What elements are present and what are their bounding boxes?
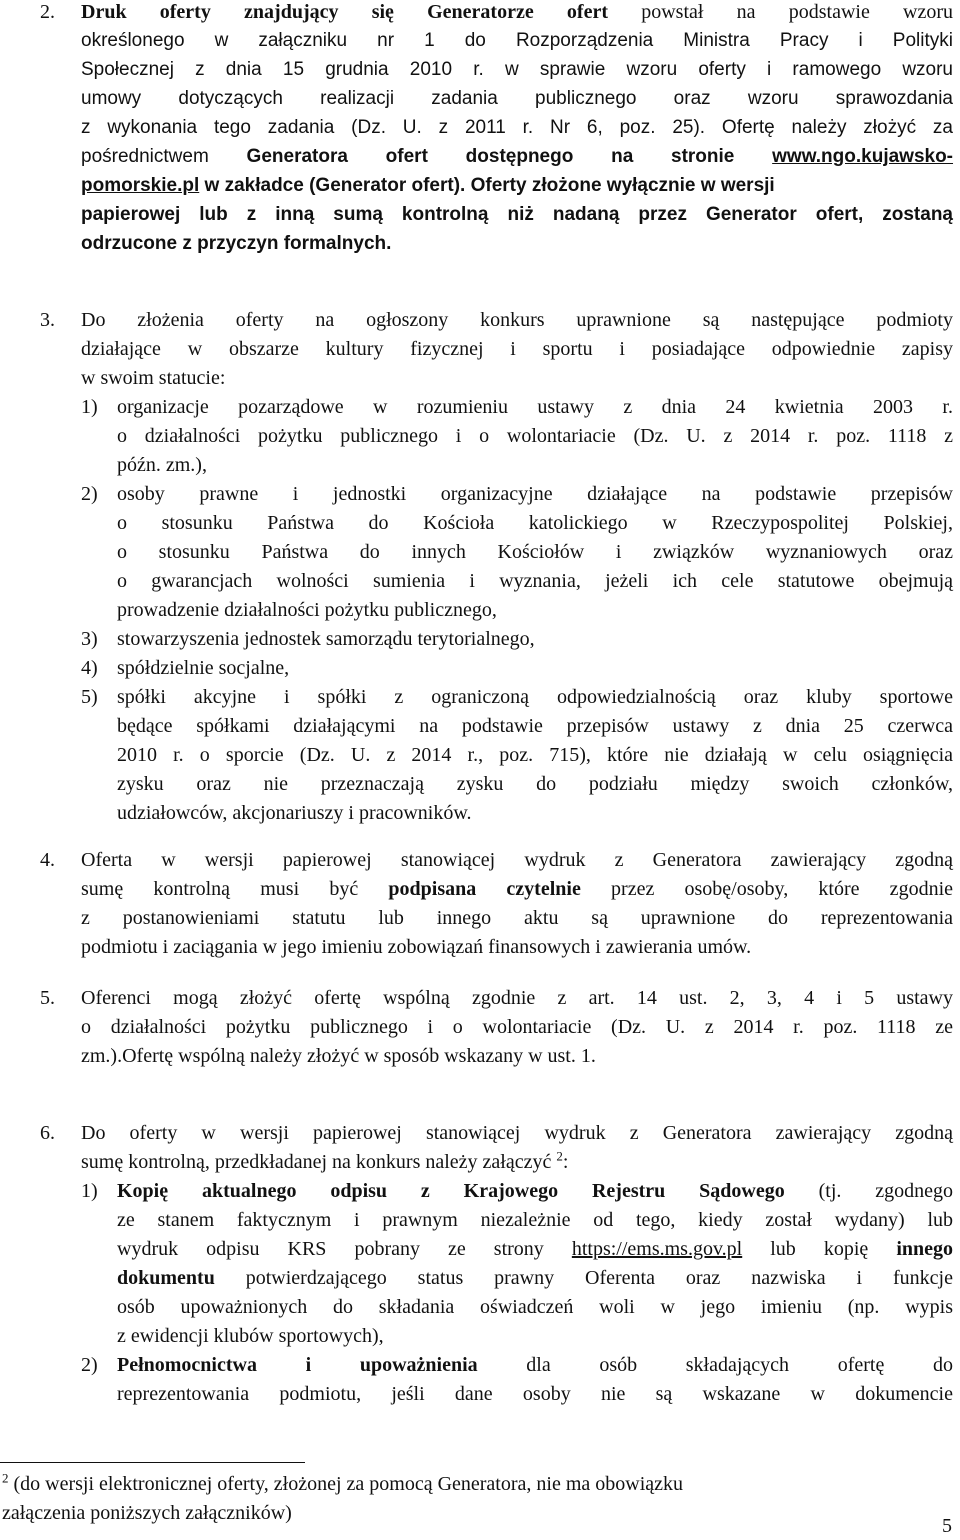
p4-line-3: z postanowieniami statutu lub innego aktu są uprawnione do reprezentowania xyxy=(81,907,953,929)
p3-item-2-line-4: o gwarancjach wolności sumienia i wyznania, jeżeli ich cele statutowe obejmują xyxy=(117,570,953,592)
p3-number: 3. xyxy=(40,309,55,331)
p3-item-1-line-2: o działalności pożytku publicznego i o wolontariacie (Dz. U. z 2014 r. poz. 1118 z xyxy=(117,425,953,447)
p3-item-2-line-1: osoby prawne i jednostki organizacyjne działające na podstawie przepisów xyxy=(117,483,953,505)
p6-item-1-line-4 xyxy=(117,1264,953,1292)
p6-item-1-line-1-text: (tj. zgodnego xyxy=(784,1180,953,1202)
p5-line-3: zm.).Ofertę wspólną należy złożyć w sposób wskazany w ust. 1. xyxy=(81,1045,596,1067)
p2-line-5: z wykonania tego zadania (Dz. U. z 2011 r. Nr 6, poz. 25). Ofertę należy złożyć za xyxy=(81,117,953,138)
p6-item-1-line-3-text: wydruk odpisu KRS pobrany ze strony xyxy=(117,1238,572,1260)
p2-number: 2. xyxy=(40,1,55,23)
p6-item-1-line-3-text-b: lub kopię xyxy=(742,1238,897,1260)
ngo-link-part-2[interactable]: pomorskie.pl xyxy=(81,175,200,196)
p3-item-5-number: 5) xyxy=(81,686,98,708)
p3-item-1-line-1: organizacje pozarządowe w rozumieniu ustawy z dnia 24 kwietnia 2003 r. xyxy=(117,396,953,418)
p3-line-2: działające w obszarze kultury fizycznej i sportu i posiadające odpowiednie zapisy xyxy=(81,338,953,360)
footnote-reference[interactable]: 2 xyxy=(556,1148,563,1164)
p2-line-3: Społecznej z dnia 15 grudnia 2010 r. w sprawie wzoru oferty i ramowego wzoru xyxy=(81,59,953,80)
p4-line-2-text: sumę kontrolną musi być xyxy=(81,878,389,900)
ngo-link-part-1[interactable]: www.ngo.kujawsko- xyxy=(772,146,954,167)
p6-item-1-line-5: osób upoważnionych do składania oświadczeń woli w jego imieniu (np. wypis xyxy=(117,1296,953,1318)
p5-line-2: o działalności pożytku publicznego i o wolontariacie (Dz. U. z 2014 r. poz. 1118 ze xyxy=(81,1016,953,1038)
p6-item-2-line-1-text: dla osób składających ofertę do xyxy=(477,1354,953,1376)
p2-line-7-bold: w zakładce (Generator ofert). Oferty złożone wyłącznie w wersji xyxy=(199,175,775,196)
p3-item-3-number: 3) xyxy=(81,628,98,650)
footnote-separator xyxy=(0,1462,305,1463)
footnote-line-1 xyxy=(2,1470,683,1498)
p2-line-6-text: pośrednictwem xyxy=(81,146,247,167)
p5-line-1: Oferenci mogą złożyć ofertę wspólną zgodnie z art. 14 ust. 2, 3, 4 i 5 ustawy xyxy=(81,987,953,1009)
p2-line-9: odrzucone z przyczyn formalnych. xyxy=(81,233,392,254)
p6-line-2-text: sumę kontrolną, przedkładanej na konkurs należy załączyć xyxy=(81,1151,557,1173)
p4-line-2 xyxy=(81,875,953,903)
p4-bold-signed: podpisana czytelnie xyxy=(388,878,581,900)
power-of-attorney-bold: Pełnomocnictwa i upoważnienia xyxy=(117,1354,478,1376)
p3-item-2-line-3: o stosunku Państwa do innych Kościołów i związków wyznaniowych oraz xyxy=(117,541,953,563)
p3-item-5-line-3: 2010 r. o sporcie (Dz. U. z 2014 r., poz. 715), które nie działają w celu osiągnięcia xyxy=(117,744,953,766)
p3-item-5-line-1: spółki akcyjne i spółki z ograniczoną odpowiedzialnością oraz kluby sportowe xyxy=(117,686,953,708)
p2-line-6-bold: Generatora ofert dostępnego na stronie xyxy=(246,146,773,167)
p2-line-8: papierowej lub z inną sumą kontrolną niż nadaną przez Generator ofert, zostaną xyxy=(81,204,953,225)
page-number: 5 xyxy=(942,1515,952,1537)
p2-line-4: umowy dotyczących realizacji zadania publicznego oraz wzoru sprawozdania xyxy=(81,88,953,109)
p2-line-1 xyxy=(81,0,953,26)
document-bold: dokumentu xyxy=(117,1267,215,1289)
p3-line-3: w swoim statucie: xyxy=(81,367,226,389)
p6-item-2-line-2: reprezentowania podmiotu, jeśli dane osoby nie są wskazane w dokumencie xyxy=(117,1383,953,1405)
p6-item-1-line-4-text: potwierdzającego status prawny Oferenta oraz nazwiska i funkcje xyxy=(214,1267,953,1289)
krs-copy-bold: Kopię aktualnego odpisu z Krajowego Rejestru Sądowego xyxy=(117,1180,785,1202)
p3-item-2-number: 2) xyxy=(81,483,98,505)
p2-bold-lead: Druk oferty znajdujący się Generatorze ofert xyxy=(81,1,609,23)
p6-number: 6. xyxy=(40,1122,55,1144)
footnote-mark: 2 xyxy=(2,1470,9,1486)
p3-item-5-line-2: będące spółkami działającymi na podstawie przepisów ustawy z dnia 25 czerwca xyxy=(117,715,953,737)
p3-item-1-number: 1) xyxy=(81,396,98,418)
p3-line-1: Do złożenia oferty na ogłoszony konkurs uprawnione są następujące podmioty xyxy=(81,309,953,331)
p2-line-2: określonego w załączniku nr 1 do Rozporządzenia Ministra Pracy i Polityki xyxy=(81,30,953,51)
other-document-bold: innego xyxy=(896,1238,953,1260)
p3-item-2-line-2: o stosunku Państwa do Kościoła katolickiego w Rzeczypospolitej Polskiej, xyxy=(117,512,953,534)
p5-number: 5. xyxy=(40,987,55,1009)
p2-line-6 xyxy=(81,143,953,171)
p3-item-5-line-4: zysku oraz nie przeznaczają zysku do podziału między swoich członków, xyxy=(117,773,953,795)
p2-line-7 xyxy=(81,172,775,200)
p3-item-2-line-5: prowadzenie działalności pożytku publicznego, xyxy=(117,599,497,621)
p6-item-1-number: 1) xyxy=(81,1180,98,1202)
p4-line-4: podmiotu i zaciągania w jego imieniu zobowiązań finansowych i zawierania umów. xyxy=(81,936,752,958)
p3-item-5-line-5: udziałowców, akcjonariuszy i pracowników. xyxy=(117,802,472,824)
footnote-line-2: załączenia poniższych załączników) xyxy=(2,1502,292,1524)
p6-line-2 xyxy=(81,1148,568,1176)
p2-line-1-text: powstał na podstawie wzoru xyxy=(608,1,954,23)
p3-item-3-line-1: stowarzyszenia jednostek samorządu terytorialnego, xyxy=(117,628,535,650)
p6-item-1-line-6: z ewidencji klubów sportowych), xyxy=(117,1325,384,1347)
p6-item-1-line-3 xyxy=(117,1235,953,1263)
p6-item-1-line-1 xyxy=(117,1177,953,1205)
p3-item-1-line-3: późn. zm.), xyxy=(117,454,207,476)
ems-link[interactable]: https://ems.ms.gov.pl xyxy=(571,1238,743,1260)
p6-item-2-number: 2) xyxy=(81,1354,98,1376)
p4-line-2-text-end: przez osobę/osoby, które zgodnie xyxy=(580,878,953,900)
p3-item-4-line-1: spółdzielnie socjalne, xyxy=(117,657,290,679)
p4-line-1: Oferta w wersji papierowej stanowiącej wydruk z Generatora zawierający zgodną xyxy=(81,849,953,871)
p6-item-2-line-1 xyxy=(117,1351,953,1379)
footnote-line-1-text: (do wersji elektronicznej oferty, złożonej za pomocą Generatora, nie ma obowiązku xyxy=(8,1473,684,1495)
p4-number: 4. xyxy=(40,849,55,871)
p6-line-2-colon: : xyxy=(562,1151,569,1173)
p6-line-1: Do oferty w wersji papierowej stanowiącej wydruk z Generatora zawierający zgodną xyxy=(81,1122,953,1144)
p6-item-1-line-2: ze stanem faktycznym i prawnym niezależnie od tego, kiedy został wydany) lub xyxy=(117,1209,953,1231)
p3-item-4-number: 4) xyxy=(81,657,98,679)
